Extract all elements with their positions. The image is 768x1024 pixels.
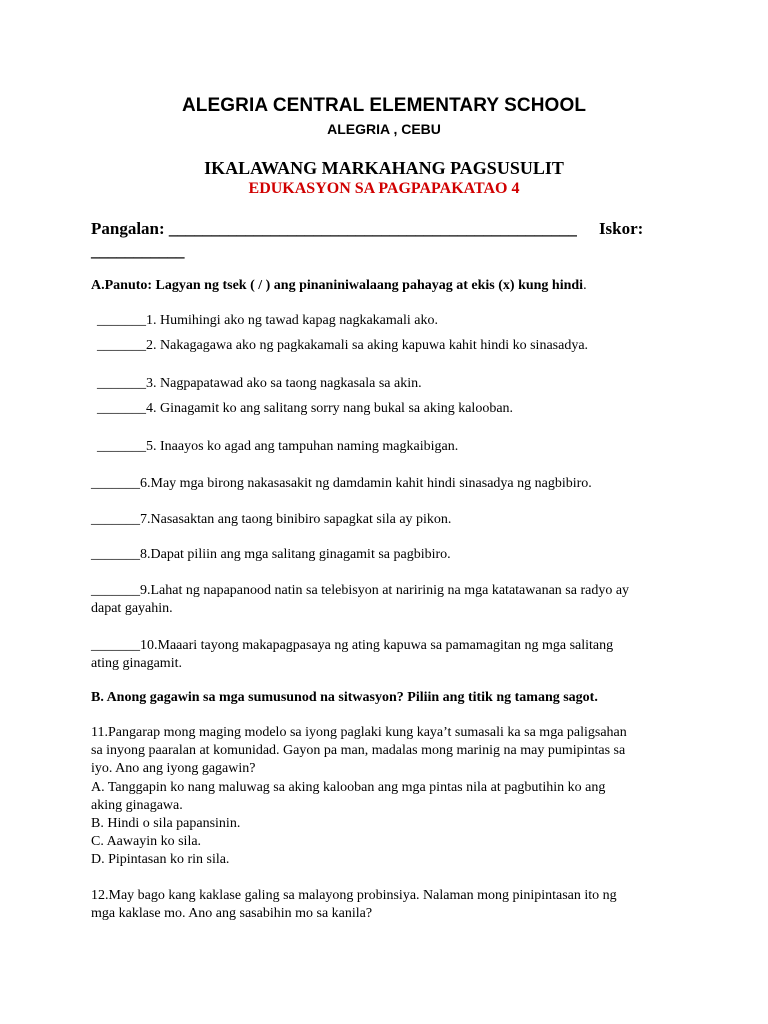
name-field-label: Pangalan: ________________________________________________ (91, 219, 577, 238)
choice-11-c: C. Aawayin ko sila. (91, 834, 202, 849)
choice-11-a-line-1: A. Tanggapin ko nang maluwag sa aking kalooban ang mga pintas nila at pagbutihin ko ang (91, 780, 606, 795)
item-5: _______5. Inaayos ko agad ang tampuhan naming magkaibigan. (97, 439, 459, 454)
question-11-line-3: iyo. Ano ang iyong gagawin? (91, 761, 256, 776)
question-12-line-2: mga kaklase mo. Ano ang sasabihin mo sa kanila? (91, 906, 373, 921)
item-10-line-2: ating ginagamit. (91, 656, 182, 671)
section-b-instruction: B. Anong gagawin sa mga sumusunod na sitwasyon? Piliin ang titik ng tamang sagot. (91, 690, 598, 705)
choice-11-a-line-2: aking ginagawa. (91, 798, 183, 813)
score-label: Iskor: (598, 219, 644, 238)
item-9-line-2: dapat gayahin. (91, 601, 173, 616)
question-12-line-1: 12.May bago kang kaklase galing sa malayong probinsiya. Nalaman mong pinipintasan ito ng (91, 888, 617, 903)
section-a-instruction: A.Panuto: Lagyan ng tsek ( / ) ang pinaniniwalaang pahayag at ekis (x) kung hindi. (91, 278, 587, 293)
score-field-line: ___________ (91, 241, 185, 260)
subject-title: EDUKASYON SA PAGPAPAKATAO 4 (248, 180, 520, 197)
school-name: ALEGRIA CENTRAL ELEMENTARY SCHOOL (181, 95, 587, 116)
item-9-line-1: _______9.Lahat ng napapanood natin sa telebisyon at naririnig na mga katatawanan sa radyo ay (91, 583, 630, 598)
item-10-line-1: _______10.Maaari tayong makapagpasaya ng ating kapuwa sa pamamagitan ng mga salitang (91, 638, 614, 653)
item-6: _______6.May mga birong nakasasakit ng damdamin kahit hindi sinasadya ng nagbibiro. (91, 476, 592, 491)
exam-title: IKALAWANG MARKAHANG PAGSUSULIT (204, 158, 564, 178)
choice-11-b: B. Hindi o sila papansinin. (91, 816, 241, 831)
question-11-line-2: sa inyong paaralan at komunidad. Gayon pa man, madalas mong marinig na may pumipintas sa (91, 743, 626, 758)
item-4: _______4. Ginagamit ko ang salitang sorry nang bukal sa aking kalooban. (97, 401, 514, 416)
item-1: _______1. Humihingi ako ng tawad kapag nagkakamali ako. (97, 313, 438, 328)
item-8: _______8.Dapat piliin ang mga salitang ginagamit sa pagbibiro. (91, 547, 451, 562)
item-3: _______3. Nagpapatawad ako sa taong nagkasala sa akin. (97, 376, 422, 391)
school-location: ALEGRIA , CEBU (327, 121, 441, 137)
question-11-line-1: 11.Pangarap mong maging modelo sa iyong paglaki kung kaya’t sumasali ka sa mga paligsahan (91, 725, 627, 740)
item-2: _______2. Nakagagawa ako ng pagkakamali sa aking kapuwa kahit hindi ko sinasadya. (97, 338, 589, 353)
item-7: _______7.Nasasaktan ang taong binibiro sapagkat sila ay pikon. (91, 512, 452, 527)
choice-11-d: D. Pipintasan ko rin sila. (91, 852, 230, 867)
name-score-row (91, 218, 651, 262)
